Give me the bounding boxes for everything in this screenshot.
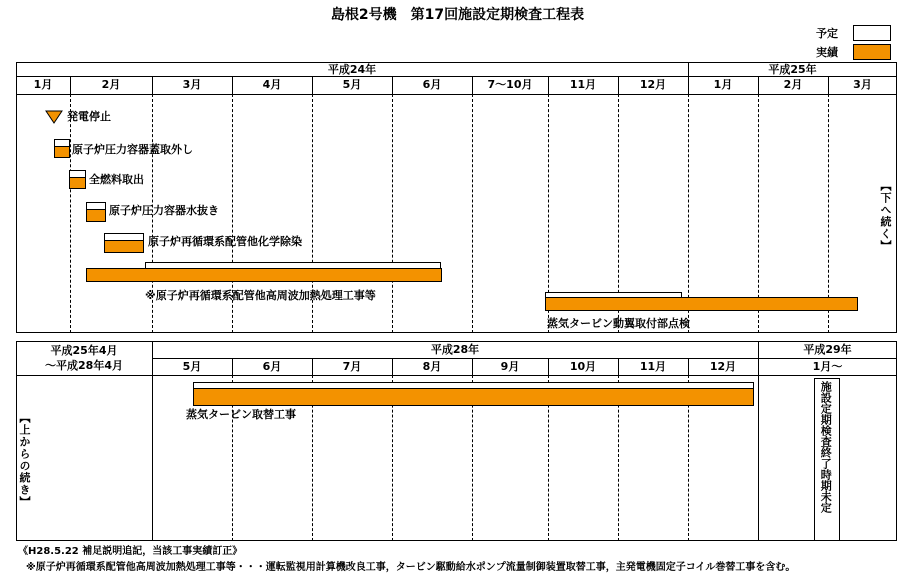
top-gridline (70, 94, 71, 333)
top-era-separator (688, 62, 689, 76)
top-month-label: 1月 (33, 78, 53, 91)
task-label-rpv-head-removal: 原子炉圧力容器蓋取外し (72, 143, 193, 156)
top-month-label: 3月 (853, 78, 872, 91)
top-gridline (472, 94, 473, 333)
bottom-era-divider (152, 358, 897, 359)
task-bar-actual (86, 209, 106, 222)
task-label-fuel-removal: 全燃料取出 (89, 173, 144, 186)
bottom-month-label: 9月 (500, 360, 520, 373)
task-bar-actual (86, 268, 442, 282)
bottom-era-2017: 平成29年 (803, 343, 852, 356)
inspection-end-text: 施設定期検査終了時期未定 (819, 381, 833, 513)
task-bar-actual (193, 388, 754, 406)
page-title: 島根2号機 第17回施設定期検査工程表 (330, 7, 585, 23)
legend-actual-label: 実績 (816, 46, 838, 59)
top-month-label: 2月 (101, 78, 121, 91)
task-bar-actual (545, 297, 858, 311)
task-label-chemical-decontamination: 原子炉再循環系配管他化学除染 (148, 235, 302, 248)
task-label-turbine-blade-inspection: 蒸気タービン動翼取付部点検 (547, 317, 690, 330)
bottom-month-label: 5月 (182, 360, 202, 373)
bottom-month-label: 7月 (342, 360, 362, 373)
legend-actual-swatch (853, 44, 891, 60)
top-month-label: 4月 (262, 78, 282, 91)
top-month-label: 1月 (713, 78, 733, 91)
continue-below-note: 【下へ続く】 (879, 180, 892, 252)
task-label-induction-heating-work: ※原子炉再循環系配管他高周波加熱処理工事等 (145, 289, 376, 302)
top-month-label: 2月 (783, 78, 803, 91)
bottom-period-line2: ～平成28年4月 (45, 359, 123, 372)
bottom-header-divider (16, 375, 897, 376)
supplementary-note: 《H28.5.22 補足説明追記，当該工事実績訂正》 (18, 546, 243, 557)
top-month-label: 12月 (639, 78, 667, 91)
top-era-2013: 平成25年 (768, 63, 817, 76)
top-header-divider (16, 94, 897, 95)
top-month-label: 5月 (342, 78, 362, 91)
bottom-gridline (758, 375, 759, 541)
legend-planned-swatch (853, 25, 891, 41)
bottom-month-label: 11月 (639, 360, 667, 373)
bottom-month-label: 8月 (422, 360, 442, 373)
footnote-scope: ※原子炉再循環系配管他高周波加熱処理工事等・・・運転監視用計算機改良工事，タービン駆動給水ポンプ流量制御装置取替工事，主発電機固定子コイル巻替工事を含む。 (26, 562, 796, 573)
task-bar-actual (104, 240, 144, 253)
top-era-divider (16, 76, 897, 77)
bottom-month-label: 12月 (709, 360, 737, 373)
top-month-label: 3月 (182, 78, 202, 91)
task-bar-actual (69, 177, 86, 189)
task-label-rpv-drain: 原子炉圧力容器水抜き (109, 204, 219, 217)
continued-from-above-note: 【上からの続き】 (18, 412, 31, 508)
top-month-label: 6月 (422, 78, 442, 91)
bottom-month-label: 6月 (262, 360, 282, 373)
top-era-2012: 平成24年 (327, 63, 377, 76)
legend-planned-label: 予定 (816, 27, 838, 40)
task-label-shutdown: 発電停止 (67, 110, 111, 123)
top-month-label: 11月 (569, 78, 597, 91)
top-month-label: 7～10月 (487, 78, 533, 91)
task-label-turbine-replacement: 蒸気タービン取替工事 (186, 408, 296, 421)
top-gridline (392, 94, 393, 333)
bottom-month-label: 1月～ (812, 360, 843, 373)
bottom-period-line1: 平成25年4月 (50, 344, 118, 357)
task-bar-actual (54, 146, 70, 158)
bottom-era-2016: 平成28年 (430, 343, 480, 356)
shutdown-milestone-icon (45, 110, 63, 124)
bottom-month-label: 10月 (569, 360, 597, 373)
